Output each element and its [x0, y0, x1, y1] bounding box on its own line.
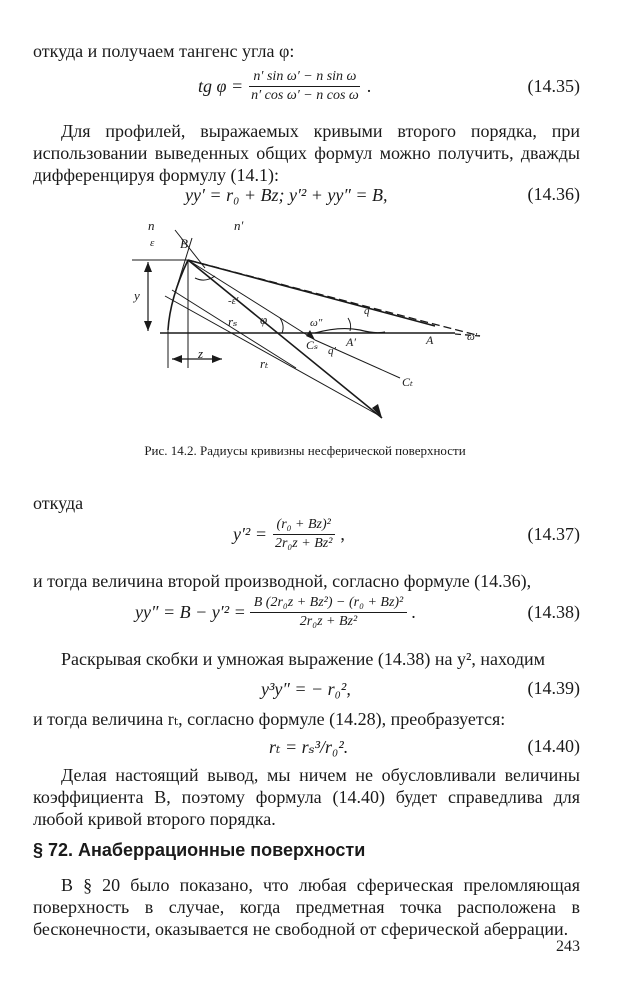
- fig-label-omega-pp: ω″: [310, 317, 323, 329]
- eq-punct: ,: [340, 523, 345, 544]
- paragraph-second-derivative: и тогда величина второй производной, согласно формуле (14.36),: [33, 571, 532, 591]
- arrow-y-bottom: [144, 321, 152, 331]
- paragraph-whence: откуда: [33, 493, 84, 513]
- page-number: 243: [556, 938, 580, 955]
- fig-label-b: B: [180, 236, 188, 251]
- fig-label-rt: rₜ: [260, 356, 269, 371]
- numerator: n′ sin ω′ − n sin ω: [249, 69, 360, 87]
- eq-punct: .: [411, 601, 416, 622]
- eq-body: yy′ = r₀ + Bz; y′² + yy″ = B,: [185, 184, 388, 205]
- eq-body: y³y″ = − r₀²,: [261, 678, 351, 699]
- fig-label-n: n: [148, 218, 155, 233]
- fig-label-phi: φ: [260, 312, 268, 327]
- denominator: 2r₀z + Bz²: [274, 535, 333, 551]
- paragraph-conclusion: Делая настоящий вывод, мы ничем не обусловливали величины коэффициента B, поэтому формула (14.40) будет справедлива для любой кривой второго порядка.: [33, 765, 580, 829]
- paragraph-section-72: В § 20 было показано, что любая сферическая преломляющая поверхность в случае, когда предметная точка расположена в бесконечности, оказывается не свободной от сферической аберрации.: [33, 875, 580, 939]
- fig-label-eps: ε: [150, 237, 155, 249]
- fig-label-a-prime: A′: [346, 335, 356, 349]
- paragraph-rt: и тогда величина rₜ, согласно формуле (14.28), преобразуется:: [33, 709, 506, 729]
- paragraph-expanding: Раскрывая скобки и умножая выражение (14.38) на y², находим: [61, 649, 546, 669]
- eq-lhs: yy″ = B − y′² =: [135, 601, 246, 622]
- radius-rs-line: [188, 260, 315, 340]
- arrow-z-left: [172, 355, 182, 363]
- equation-number: (14.40): [527, 736, 580, 756]
- fig-label-ct: Cₜ: [402, 375, 413, 389]
- denominator: 2r₀z + Bz²: [299, 613, 358, 629]
- arrow-z-right: [212, 355, 222, 363]
- fraction: [247, 69, 363, 104]
- phi-arc: [280, 318, 283, 333]
- fig-label-a: A: [426, 333, 434, 347]
- equation-number: (14.35): [527, 76, 580, 96]
- equation-number: (14.36): [527, 184, 580, 204]
- eq-lhs: tg φ =: [198, 75, 244, 96]
- fig-label-cs: Cₛ: [306, 338, 319, 352]
- eq-punct: .: [366, 75, 372, 96]
- fig-label-minus-eps: -ε′: [228, 295, 239, 307]
- equation-14-36: [33, 180, 580, 210]
- fig-label-rs: rₛ: [228, 314, 238, 329]
- fig-label-n-prime: n′: [234, 218, 244, 233]
- fraction: [271, 517, 336, 552]
- denominator: n′ cos ω′ − n cos ω: [251, 87, 359, 103]
- equation-14-39: [33, 674, 580, 704]
- eq-body: rₜ = rₛ³/r₀².: [269, 736, 349, 757]
- fig-label-q: q: [364, 305, 370, 317]
- numerator: B (2r₀z + Bz²) − (r₀ + Bz)²: [250, 595, 408, 613]
- numerator: (r₀ + Bz)²: [273, 517, 335, 535]
- equation-number: (14.38): [527, 602, 580, 622]
- equation-number: (14.39): [527, 678, 580, 698]
- equation-14-38: [33, 592, 580, 632]
- equation-number: (14.37): [527, 524, 580, 544]
- figure-caption: Рис. 14.2. Радиусы кривизны несферической поверхности: [144, 443, 466, 458]
- fraction: [250, 595, 408, 630]
- paragraph-intro: откуда и получаем тангенс угла φ:: [33, 41, 295, 61]
- arrow-y-top: [144, 262, 152, 272]
- surface-profile: [168, 260, 188, 330]
- eq-lhs: y′² =: [233, 523, 267, 544]
- section-heading: § 72. Анаберрационные поверхности: [33, 840, 366, 860]
- equation-14-35: [33, 66, 580, 106]
- fig-label-omega-p: ω′: [467, 331, 478, 343]
- figure-14-2: [110, 218, 500, 430]
- paragraph-profiles: Для профилей, выражаемых кривыми второго порядка, при использовании выведенных общих формул можно получить, дважды дифференцируя формулу (14.1):: [33, 121, 580, 185]
- equation-14-40: [33, 732, 580, 762]
- fig-label-q-prime: q′: [328, 345, 336, 357]
- fig-label-y: y: [134, 288, 140, 303]
- equation-14-37: [33, 514, 580, 554]
- fig-label-z: z: [198, 346, 204, 361]
